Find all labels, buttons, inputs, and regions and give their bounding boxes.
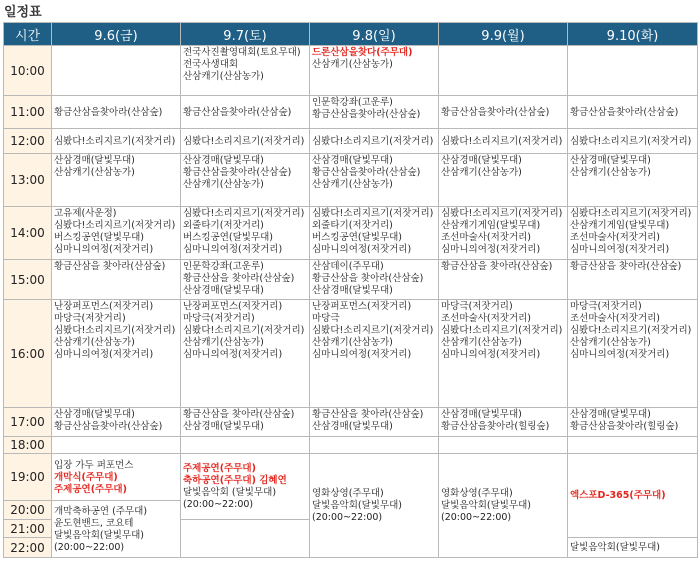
event-item: 조선마술사(저잣거리) [570,313,661,324]
event-item: 산삼캐기(산삼농가) [183,337,264,348]
page-title: 일정표 [4,5,42,20]
time-10: 10:00 [4,46,52,96]
event-item: 산삼캐기(산삼농가) [54,337,135,348]
cell-11-d5 [568,96,698,129]
event-item: 심봤다!소리지르기(저잣거리) [183,135,305,147]
event-item: 산삼캐기(산삼농가) [54,167,135,178]
event-item: 전국사생대회 [183,59,239,70]
event-item: 황금산삼을찾아라(산삼숲) [54,106,163,118]
event-item: 마당극(저잣거리) [441,301,513,312]
cell-11-d3 [310,96,439,129]
event-expo: 엑스포D-365(주무대) [570,490,666,501]
cell-13-d2 [181,154,310,207]
header-day-5: 9.10(화) [568,23,698,46]
event-drone: 드론산삼을찾다(주무대) [312,47,413,58]
event-item: 황금산삼을찾아라(산삼숲) [441,106,550,118]
event-item: 마당극(저잣거리) [570,301,642,312]
event-item: 달빛음악회(달빛무대) [441,500,532,511]
cell-10-d3 [310,46,439,96]
event-item: 심봤다!소리지르기(저잣거리) [183,325,305,336]
time-13: 13:00 [4,154,52,207]
header-day-4: 9.9(월) [439,23,568,46]
event-item: 난장퍼포먼스(저잣거리) [312,301,412,312]
cell-10-d5 [568,46,698,96]
event-item: 심봤다!소리지르기(저잣거리) [312,135,434,147]
event-item: 버스킹공연(달빛무대) [183,232,274,243]
event-item: 산삼캐기(산삼농가) [312,179,393,190]
event-theme-show-2: 주제공연(주무대) [183,463,256,474]
event-item: 황금산삼을찾아라(힐링숲) [570,421,679,432]
event-item: 영화상영(주무대) [441,488,513,499]
event-item: 조선마술사(저잣거리) [441,232,532,243]
event-moonlight-concert: 달빛음악회(달빛무대) [570,542,661,553]
event-item: 산삼경매(달빛무대) [441,409,522,420]
cell-19-d5 [568,454,698,538]
event-item: 심봤다!소리지르기(저잣거리) [570,325,692,336]
cell-12-d2 [181,129,310,154]
cell-15-d4 [439,260,568,300]
event-item: 버스킹공연(달빛무대) [54,232,145,243]
cell-19-d2-rest [183,487,307,511]
cell-22-d5 [568,538,698,558]
event-item: 황금산삼을 찾아라(산삼숲) [183,409,295,420]
cell-17-d4 [439,408,568,437]
cell-14-d2 [181,207,310,260]
event-item: 황금산삼을찾아라(힐링숲) [441,421,550,432]
event-item: 달빛음악회(달빛무대) [312,500,403,511]
cell-11-d4 [439,96,568,129]
event-item: 황금산삼을찾아라(산삼숲) [570,106,679,118]
time-12: 12:00 [4,129,52,154]
event-item: 황금산삼을찾아라(산삼숲) [183,167,292,178]
event-item: 심마니의여정(저잣거리) [54,244,154,255]
event-item: 심마니의여정(저잣거리) [183,244,283,255]
cell-14-d3 [310,207,439,260]
row-18 [4,437,698,454]
event-item: 황금산삼을찾아라(산삼숲) [312,109,421,120]
row-11 [4,96,698,129]
event-item: 심마니의여정(저잣거리) [183,349,283,360]
cell-21-d2 [181,520,310,558]
cell-11-d1 [52,96,181,129]
event-item: 난장퍼포먼스(저잣거리) [183,301,283,312]
event-item: 조선마술사(저잣거리) [441,313,532,324]
event-item: 외줄타기(저잣거리) [312,220,393,231]
time-20: 20:00 [4,501,52,520]
event-item: 심봤다!소리지르기(저잣거리) [441,325,563,336]
time-18: 18:00 [4,437,52,454]
event-item: 버스킹공연(달빛무대) [312,232,403,243]
event-item: 황금산삼을찾아라(산삼숲) [54,421,163,432]
event-item: 황금산삼을찾아라(산삼숲) [183,106,292,118]
event-item: 심봤다!소리지르기(저잣거리) [570,208,692,219]
event-item: 산삼경매(달빛무대) [183,285,264,296]
row-13 [4,154,698,207]
event-item: 심봤다!소리지르기(저잣거리) [312,325,434,336]
event-item: 난장퍼포먼스(저잣거리) [54,301,154,312]
event-item: 산삼캐기(산삼농가) [183,179,264,190]
cell-18-d4 [439,437,568,454]
event-item: 윤도현밴드, 코요테 [54,517,134,529]
event-item: (20:00~22:00) [441,512,512,523]
event-item: 심봤다!소리지르기(저잣거리) [54,220,176,231]
event-item: 달빛음악회 (달빛무대) [183,487,277,498]
event-item: 황금산삼을찾아라(산삼숲) [312,167,421,178]
event-item: 심마니의여정(저잣거리) [570,244,670,255]
cell-16-d3 [310,300,439,408]
cell-19-d2 [181,454,310,520]
cell-17-d1 [52,408,181,437]
event-item: 조선마술사(저잣거리) [570,232,661,243]
cell-12-d4 [439,129,568,154]
cell-16-d4 [439,300,568,408]
event-item: 마당극 [312,313,340,324]
event-item: 산삼경매(달빛무대) [312,155,393,166]
event-item: 황금산삼을 찾아라(산삼숲) [312,273,424,284]
event-item: 산삼캐기(산삼농가) [441,167,522,178]
event-item: 산삼경매(달빛무대) [54,409,135,420]
cell-14-d4 [439,207,568,260]
event-item: 달빛음악회(달빛무대) [54,529,145,541]
cell-12-d5 [568,129,698,154]
event-item: 산삼캐기게임(달빛무대) [441,220,541,231]
cell-16-d1 [52,300,181,408]
row-14 [4,207,698,260]
event-item: 황금산삼을 찾아라(산삼숲) [54,261,166,272]
event-item: 황금산삼을 찾아라(산삼숲) [312,409,424,420]
event-item: (20:00~22:00) [183,499,254,510]
row-15 [4,260,698,300]
event-item: 심봤다!소리지르기(저잣거리) [54,325,176,336]
header-day-3: 9.8(일) [310,23,439,46]
event-item: 심마니의여정(저잣거리) [441,349,541,360]
cell-17-d2 [181,408,310,437]
event-item: 황금산삼을 찾아라(산삼숲) [441,261,553,272]
time-16: 16:00 [4,300,52,408]
event-item: 산삼경매(달빛무대) [54,155,135,166]
event-item: 인문학강좌(고운루) [312,97,393,108]
event-item: 심마니의여정(저잣거리) [312,349,412,360]
event-item: 개막축하공연 (주무대) [54,505,148,517]
event-item: 산삼경매(달빛무대) [312,285,393,296]
row-12 [4,129,698,154]
cell-13-d5 [568,154,698,207]
event-item: 산삼경매(달빛무대) [570,409,651,420]
event-item: 산삼캐기(산삼농가) [570,167,651,178]
header-time: 시간 [4,23,52,46]
event-item: 황금산삼을 찾아라(산삼숲) [183,273,295,284]
time-21: 21:00 [4,520,52,538]
event-item: 산삼캐기(산삼농가) [441,337,522,348]
cell-14-d5 [568,207,698,260]
event-item: 심마니의여정(저잣거리) [312,244,412,255]
event-item: 고유제(사운정) [54,208,117,219]
time-14: 14:00 [4,207,52,260]
event-item: 심봤다!소리지르기(저잣거리) [54,135,176,147]
time-11: 11:00 [4,96,52,129]
event-item: 산삼경매(달빛무대) [441,155,522,166]
header-day-1: 9.6(금) [52,23,181,46]
event-item: 심봤다!소리지르기(저잣거리) [570,135,692,147]
event-celebration: 축하공연(주무대) 김혜연 [183,475,287,486]
cell-16-d5 [568,300,698,408]
event-item: 산삼경매(달빛무대) [312,421,393,432]
cell-18-d2 [181,437,310,454]
cell-19-d4 [439,454,568,558]
cell-18-d5 [568,437,698,454]
cell-16-d2 [181,300,310,408]
event-item: 심마니의여정(저잣거리) [54,349,154,360]
time-17: 17:00 [4,408,52,437]
time-22: 22:00 [4,538,52,558]
time-19: 19:00 [4,454,52,501]
row-10 [4,46,698,96]
cell-17-d5 [568,408,698,437]
event-item: 마당극(저잣거리) [54,313,126,324]
event-item: 심봤다!소리지르기(저잣거리) [441,135,563,147]
cell-13-d3 [310,154,439,207]
time-15: 15:00 [4,260,52,300]
event-item: 산삼경매(달빛무대) [183,421,264,432]
event-item: 심봤다!소리지르기(저잣거리) [183,208,305,219]
event-item: 산삼경매(달빛무대) [570,155,651,166]
cell-14-d1 [52,207,181,260]
event-parade: 입장 가두 퍼포먼스 [54,459,134,471]
cell-10-d3-rest [312,59,436,71]
cell-19-d3 [310,454,439,558]
event-item: (20:00~22:00) [312,512,383,523]
event-item: (20:00~22:00) [54,541,125,553]
header-row [4,23,698,46]
row-16 [4,300,698,408]
cell-13-d4 [439,154,568,207]
event-item: 산삼캐기(산삼농가) [312,337,393,348]
cell-15-d5 [568,260,698,300]
cell-12-d3 [310,129,439,154]
event-item: 심봤다!소리지르기(저잣거리) [441,208,563,219]
header-day-2: 9.7(토) [181,23,310,46]
event-theme-show-1: 주제공연(주무대) [54,483,127,495]
cell-10-d2 [181,46,310,96]
event-item: 마당극(저잣거리) [183,313,255,324]
event-item: 심마니의여정(저잣거리) [570,349,670,360]
cell-17-d3 [310,408,439,437]
event-item: 산삼캐기(산삼농가) [312,59,393,70]
event-item: 산삼캐기(산삼농가) [183,71,264,82]
event-item: 인문학강좌(고운루) [183,261,264,272]
cell-18-d3 [310,437,439,454]
event-opening: 개막식(주무대) [54,471,118,483]
event-item: 전국사진촬영대회(토요무대) [183,47,301,58]
event-item: 영화상영(주무대) [312,488,384,499]
event-item: 산삼경매(달빛무대) [183,155,264,166]
event-item: 산삼캐기게임(달빛무대) [570,220,670,231]
cell-13-d1 [52,154,181,207]
event-item: 외줄타기(저잣거리) [183,220,264,231]
event-item: 황금산삼을 찾아라(산삼숲) [570,261,682,272]
cell-18-d1 [52,437,181,454]
cell-20-d1 [52,501,181,558]
row-19 [4,454,698,501]
cell-11-d2 [181,96,310,129]
cell-10-d1 [52,46,181,96]
cell-15-d1 [52,260,181,300]
cell-19-d1 [52,454,181,501]
cell-10-d4 [439,46,568,96]
event-item: 산삼데이(주무대) [312,261,384,272]
event-item: 심봤다!소리지르기(저잣거리) [312,208,434,219]
event-item: 심마니의여정(저잣거리) [441,244,541,255]
cell-15-d2 [181,260,310,300]
event-item: 산삼캐기(산삼농가) [570,337,651,348]
row-17 [4,408,698,437]
schedule-table [3,22,698,558]
cell-15-d3 [310,260,439,300]
cell-12-d1 [52,129,181,154]
